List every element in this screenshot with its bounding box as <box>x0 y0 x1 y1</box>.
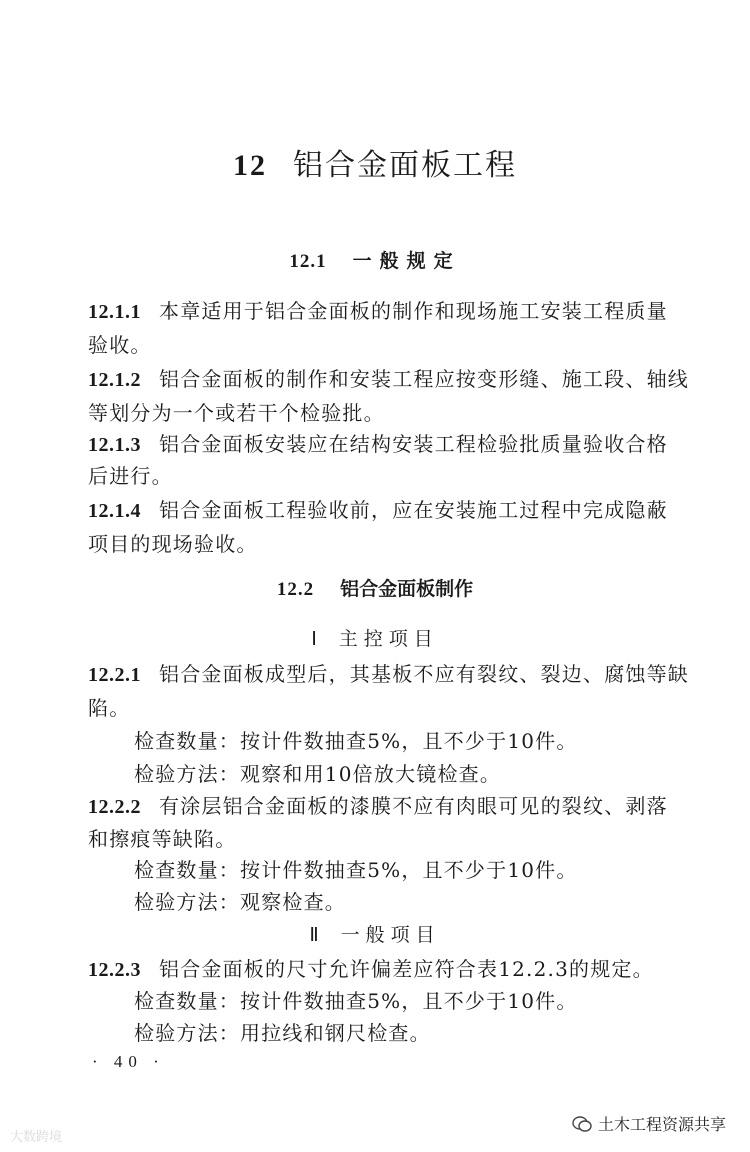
clause-12-2-2-cont <box>88 823 236 852</box>
check-text: 检验方法：用拉线和钢尺检查。 <box>134 1021 431 1045</box>
clause-12-1-3-cont <box>88 460 173 489</box>
subsection-title: 主控项目 <box>338 628 439 650</box>
check-quantity <box>134 725 578 754</box>
chapter-number: 12 <box>233 149 267 182</box>
watermark-right <box>572 1112 726 1135</box>
clause-12-1-4 <box>88 494 668 523</box>
clause-12-2-2 <box>88 790 668 819</box>
clause-number: 12.1.4 <box>88 500 141 522</box>
clause-number: 12.1.3 <box>88 434 141 456</box>
section-title-12-2 <box>0 574 750 601</box>
check-method <box>134 886 346 915</box>
clause-12-1-3 <box>88 428 668 457</box>
clause-text: 铝合金面板的制作和安装工程应按变形缝、施工段、轴线 <box>159 367 689 391</box>
clause-number: 12.2.3 <box>88 959 141 981</box>
clause-text: 和擦痕等缺陷。 <box>88 827 237 851</box>
clause-12-1-4-cont <box>88 528 258 557</box>
check-method <box>134 1017 431 1046</box>
clause-text: 后进行。 <box>88 464 173 488</box>
clause-12-1-2 <box>88 363 689 392</box>
clause-text: 有涂层铝合金面板的漆膜不应有肉眼可见的裂纹、剥落 <box>159 794 668 818</box>
check-quantity <box>134 854 578 883</box>
clause-12-1-2-cont <box>88 397 385 426</box>
check-text: 检验方法：观察检查。 <box>134 890 346 914</box>
page-number: · 40 · <box>92 1052 165 1071</box>
clause-text: 本章适用于铝合金面板的制作和现场施工安装工程质量 <box>159 299 668 323</box>
check-text: 检查数量：按计件数抽查5%，且不少于10件。 <box>134 858 578 882</box>
check-method <box>134 758 501 787</box>
clause-text: 铝合金面板的尺寸允许偏差应符合表12.2.3的规定。 <box>159 957 654 981</box>
watermark-left-text: 大数跨境 <box>10 1130 63 1145</box>
clause-number: 12.2.2 <box>88 796 141 818</box>
check-quantity <box>134 985 578 1014</box>
section-number: 12.1 <box>289 251 327 272</box>
chat-bubble-icon <box>572 1115 592 1133</box>
roman-numeral: Ⅱ <box>309 925 319 946</box>
clause-text: 铝合金面板成型后，其基板不应有裂纹、裂边、腐蚀等缺 <box>159 662 689 686</box>
clause-12-1-1 <box>88 295 668 324</box>
clause-12-2-1-cont <box>88 692 130 721</box>
watermark-right-text: 土木工程资源共享 <box>598 1115 727 1134</box>
clause-number: 12.1.2 <box>88 369 141 391</box>
clause-text: 铝合金面板工程验收前，应在安装施工过程中完成隐蔽 <box>159 498 668 522</box>
subsection-main-items <box>0 624 750 651</box>
section-title-text: 铝合金面板制作 <box>340 578 474 600</box>
subsection-general-items <box>0 920 750 947</box>
check-text: 检查数量：按计件数抽查5%，且不少于10件。 <box>134 989 578 1013</box>
check-text: 检验方法：观察和用10倍放大镜检查。 <box>134 762 502 786</box>
clause-number: 12.2.1 <box>88 664 141 686</box>
clause-text: 验收。 <box>88 333 152 357</box>
check-text: 检查数量：按计件数抽查5%，且不少于10件。 <box>134 729 578 753</box>
clause-text: 等划分为一个或若干个检验批。 <box>88 401 385 425</box>
clause-number: 12.1.1 <box>88 301 141 323</box>
chapter-title-text: 铝合金面板工程 <box>293 148 517 183</box>
clause-12-2-1 <box>88 658 689 687</box>
clause-12-2-3 <box>88 953 654 982</box>
clause-12-1-1-cont <box>88 329 152 358</box>
roman-numeral: Ⅰ <box>311 629 317 650</box>
section-title-text: 一般规定 <box>352 250 461 272</box>
clause-text: 陷。 <box>88 696 131 720</box>
section-number: 12.2 <box>276 579 315 600</box>
watermark-left <box>10 1126 62 1145</box>
chapter-title <box>0 140 750 184</box>
clause-text: 项目的现场验收。 <box>88 532 258 556</box>
section-title-12-1 <box>0 246 750 273</box>
subsection-title: 一般项目 <box>340 924 441 946</box>
clause-text: 铝合金面板安装应在结构安装工程检验批质量验收合格 <box>159 432 668 456</box>
